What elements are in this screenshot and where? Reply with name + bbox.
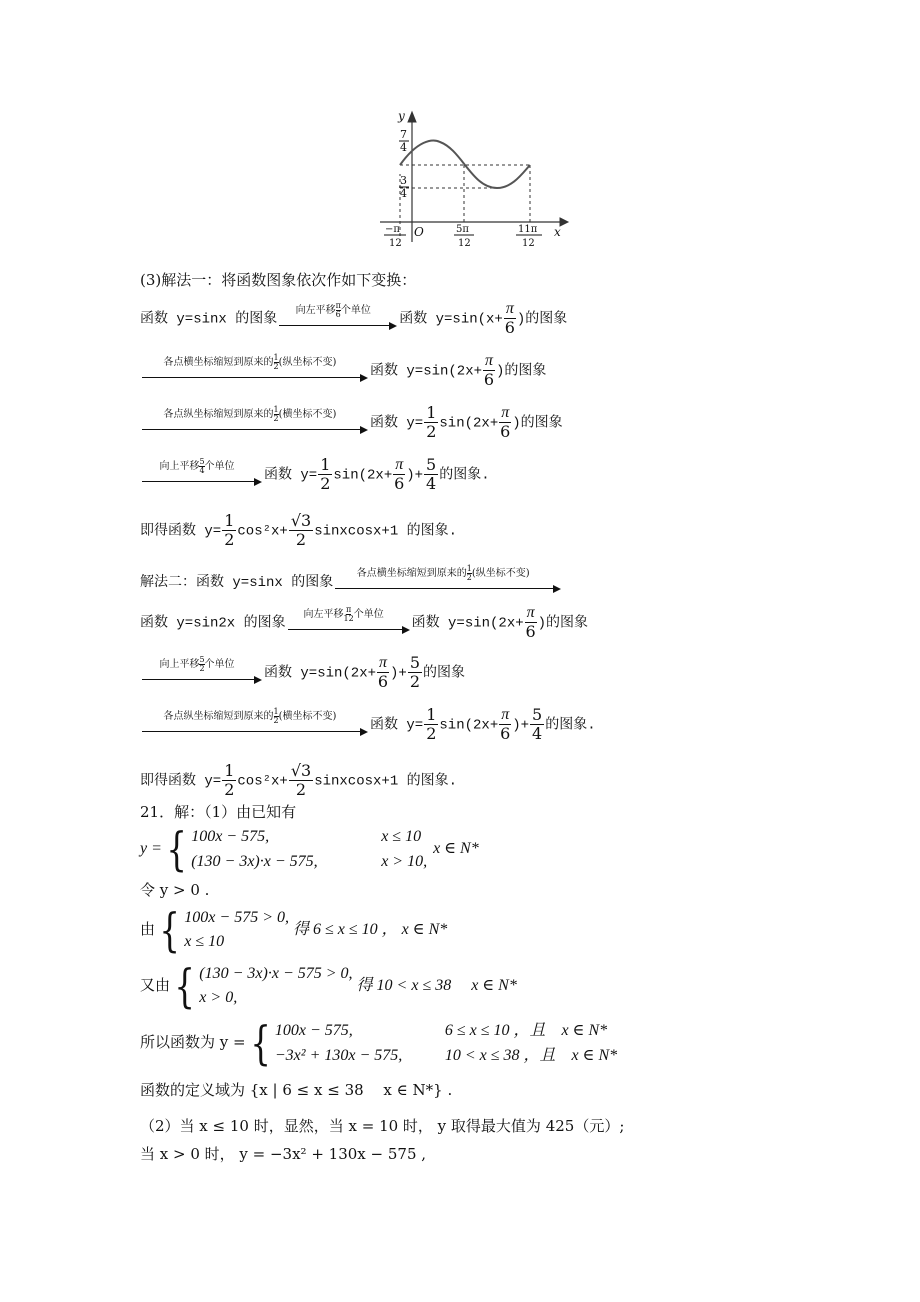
arrow-shift-up: 向上平移 $\frac{5}{4}$ 个单位 — [142, 461, 262, 489]
m1-line5: 即得函数 y= $\frac{1}{2}$ cos²x+ $\frac{√3}{2}$ sinxcosx+1 的图象. — [140, 511, 458, 549]
m2-line4: 各点纵坐标缩短到原来的 $\frac{1}{2}$ (横坐标不变) 函数 y= $\frac{1}{2}$ sin(2x+ $\frac{\pi}{6}$ )+ $\frac{5}{4}$ 的图象. — [140, 706, 596, 743]
y-tick-den: 4 — [400, 141, 407, 154]
x-tick-den: 12 — [458, 238, 471, 249]
q21-domain: 函数的定义域为 {x | 6 ≤ x ≤ 38 x ∈ N*} . — [140, 1081, 453, 1099]
arrow-scale-y: 各点纵坐标缩短到原来的 $\frac{1}{2}$ (横坐标不变) — [142, 711, 368, 739]
m2-line1: 解法二：函数 y=sinx 的图象 各点横坐标缩短到原来的 $\frac{1}{2}$ (纵坐标不变) — [140, 568, 563, 596]
sol3-title: (3)解法一：将函数图象依次作如下变换： — [140, 271, 417, 289]
q21-head: 21．解：（1）由已知有 — [140, 803, 297, 821]
x-tick-num: −π — [385, 224, 400, 235]
origin-label: O — [414, 225, 424, 239]
x-axis-label: x — [554, 225, 561, 239]
sine-graph — [372, 108, 572, 252]
q21-piecewise: y ={ 100x − 575, x ≤ 10 (130 − 3x)·x − 575, x > 10, x ∈ N* — [140, 822, 479, 876]
arrow-scale-x: 各点横坐标缩短到原来的 $\frac{1}{2}$ (纵坐标不变) — [335, 568, 561, 596]
x-tick-den: 12 — [522, 238, 535, 249]
q21-by1: 由{ 100x − 575 > 0, x ≤ 10 得 6 ≤ x ≤ 10 ， x ∈ N* — [140, 903, 448, 957]
m2-line3: 向上平移 $\frac{5}{2}$ 个单位 函数 y=sin(2x+ $\frac{\pi}{6}$ )+ $\frac{5}{2}$ 的图象 — [140, 654, 465, 691]
q21-by2: 又由{ (130 − 3x)·x − 575 > 0, x > 0, 得 10 < x ≤ 38 x ∈ N* — [140, 959, 517, 1013]
arrow-scale-x: 各点横坐标缩短到原来的 $\frac{1}{2}$ (纵坐标不变) — [142, 357, 368, 385]
m1-line1: 函数 y=sinx 的图象 向左平移 $\frac{\pi}{6}$ 个单位 函数 y=sin(x+ $\frac{\pi}{6}$ )的图象 — [140, 300, 568, 337]
q21-so: 所以函数为 y ={ 100x − 575, 6 ≤ x ≤ 10 ，且 x ∈ N* −3x² + 130x − 575, 10 < x ≤ 38 ，且 x ∈ N* — [140, 1016, 618, 1070]
q21-let: 令 y > 0 . — [140, 881, 210, 899]
y-tick-num: 7 — [400, 128, 407, 141]
y-tick-num: 3 — [400, 174, 407, 187]
m2-line5: 即得函数 y= $\frac{1}{2}$ cos²x+ $\frac{√3}{2}$ sinxcosx+1 的图象. — [140, 761, 458, 799]
x-tick-num: 11π — [518, 224, 538, 235]
arrow-shift-up: 向上平移 $\frac{5}{2}$ 个单位 — [142, 659, 262, 687]
arrow-scale-y: 各点纵坐标缩短到原来的 $\frac{1}{2}$ (横坐标不变) — [142, 409, 368, 437]
q21-part2: （2）当 x ≤ 10 时，显然，当 x = 10 时， y 取得最大值为 425（元）; — [140, 1117, 625, 1135]
m2-line2: 函数 y=sin2x 的图象 向左平移 $\frac{\pi}{12}$ 个单位 函数 y=sin(2x+ $\frac{\pi}{6}$ )的图象 — [140, 604, 589, 641]
m1-line3: 各点纵坐标缩短到原来的 $\frac{1}{2}$ (横坐标不变) 函数 y= $\frac{1}{2}$ sin(2x+ $\frac{\pi}{6}$ )的图象 — [140, 404, 563, 441]
m1-line2: 各点横坐标缩短到原来的 $\frac{1}{2}$ (纵坐标不变) 函数 y=sin(2x+ $\frac{\pi}{6}$ )的图象 — [140, 352, 546, 389]
x-tick-num: 5π — [456, 224, 469, 235]
arrow-shift-left: 向左平移 $\frac{\pi}{6}$ 个单位 — [279, 305, 397, 333]
arrow-shift-left: 向左平移 $\frac{\pi}{12}$ 个单位 — [288, 609, 410, 637]
q21-part3: 当 x > 0 时， y = −3x² + 130x − 575 , — [140, 1145, 427, 1163]
y-tick-den: 4 — [400, 187, 407, 200]
x-tick-den: 12 — [389, 238, 402, 249]
m1-line4: 向上平移 $\frac{5}{4}$ 个单位 函数 y= $\frac{1}{2}$ sin(2x+ $\frac{\pi}{6}$ )+ $\frac{5}{4}$ 的图象. — [140, 456, 490, 493]
y-axis-label: y — [398, 109, 405, 123]
